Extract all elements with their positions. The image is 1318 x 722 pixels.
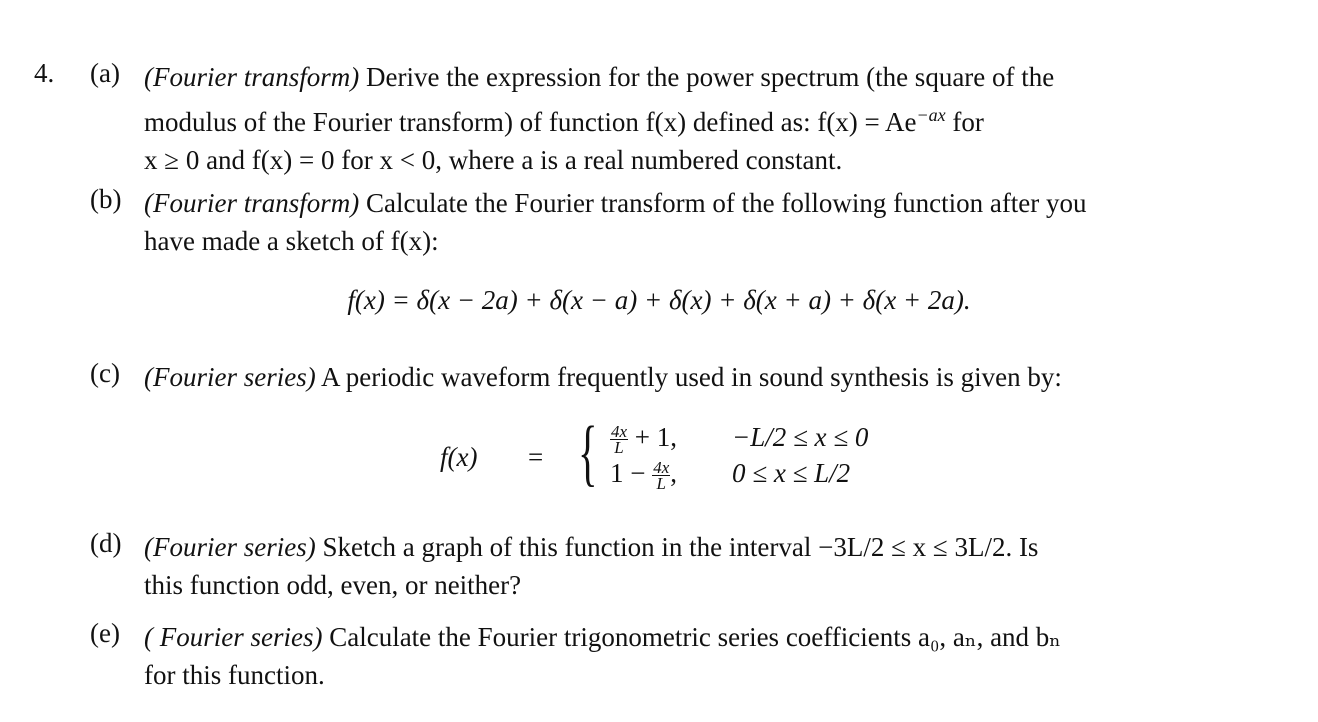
part-a-label: (a) (90, 58, 120, 88)
row2-rest: , (670, 458, 678, 488)
part-d (90, 528, 1260, 604)
row1-frac-den: L (614, 438, 624, 458)
part-a-line1: Derive the expression for the power spectrum (the square of the (359, 62, 1055, 92)
piecewise-row2-cond: 0 ≤ x ≤ L/2 (732, 458, 851, 488)
part-a-exponent: −ax (916, 105, 946, 125)
part-a (90, 58, 1260, 179)
piecewise-row1-cond: −L/2 ≤ x ≤ 0 (732, 422, 869, 452)
part-d-line2: this function odd, even, or neither? (144, 570, 522, 600)
part-b-equation: f(x) = δ(x − 2a) + δ(x − a) + δ(x) + δ(x + a) + δ(x + 2a). (347, 285, 971, 315)
part-d-topic: (Fourier series) (144, 532, 316, 562)
piecewise-lhs: f(x) (440, 442, 478, 472)
row1-rest: + 1, (628, 422, 678, 452)
part-b-line1: Calculate the Fourier transform of the following function after you (359, 188, 1087, 218)
part-d-label: (d) (90, 528, 122, 558)
part-e (90, 618, 1260, 694)
part-b-line2: have made a sketch of f(x): (144, 226, 439, 256)
part-b-topic: (Fourier transform) (144, 188, 360, 218)
part-c-line1: A periodic waveform frequently used in sound synthesis is given by: (315, 362, 1062, 392)
part-e-line1: Calculate the Fourier trigonometric series coefficients a₀, aₙ, and bₙ (322, 622, 1061, 652)
piecewise-equals: = (528, 442, 544, 472)
row1-frac-num: 4x (611, 422, 628, 442)
part-a-line2: modulus of the Fourier transform) of function f(x) defined as: f(x) = Ae (144, 107, 917, 137)
row2-frac-num: 4x (653, 458, 670, 478)
piecewise-row2-expr (610, 458, 678, 494)
part-e-label: (e) (90, 618, 120, 648)
piecewise-row1-expr (610, 422, 678, 458)
part-e-topic: ( Fourier series) (144, 622, 323, 652)
part-c-topic: (Fourier series) (144, 362, 316, 392)
part-d-line1: Sketch a graph of this function in the interval −3L/2 ≤ x ≤ 3L/2. Is (315, 532, 1039, 562)
left-brace-icon: { (578, 412, 598, 494)
row2-frac-den: L (656, 474, 666, 494)
part-a-topic: (Fourier transform) (144, 62, 360, 92)
question-number: 4. (34, 58, 55, 88)
part-c (90, 358, 1260, 396)
part-e-line2: for this function. (144, 660, 325, 690)
part-b (90, 184, 1260, 260)
part-c-label: (c) (90, 358, 120, 388)
part-b-label: (b) (90, 184, 122, 214)
part-a-line2-end: for (945, 107, 984, 137)
part-a-line3: x ≥ 0 and f(x) = 0 for x < 0, where a is a real numbered constant. (144, 145, 843, 175)
row2-pre: 1 − (610, 458, 653, 488)
piecewise-equation (440, 412, 1040, 498)
